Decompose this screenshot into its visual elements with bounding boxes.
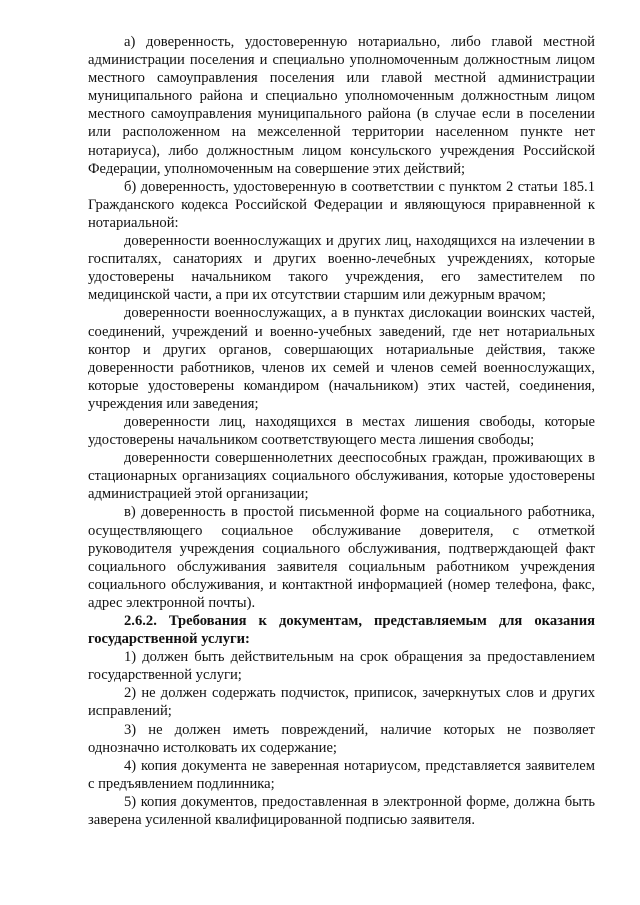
requirement-4: 4) копия документа не заверенная нотариусом, представляется заявителем с предъявлением подлинника;	[88, 757, 595, 792]
requirement-5: 5) копия документов, предоставленная в электронной форме, должна быть заверена усиленной квалифицированной подписью заявителя.	[88, 793, 595, 829]
requirement-3: 3) не должен иметь повреждений, наличие которых не позволяет однозначно истолковать их содержание;	[88, 721, 595, 756]
paragraph-b-item-1: доверенности военнослужащих и других лиц, находящихся на излечении в госпиталях, санаториях и других военно-лечебных учреждениях, которые удостоверены начальником такого учреждения, его заместителем по медицинской части, а при их отсутствии старшим или дежурным врачом;	[88, 233, 595, 304]
requirement-1: 1) должен быть действительным на срок обращения за предоставлением государственной услуги;	[88, 649, 595, 684]
paragraph-v: в) доверенность в простой письменной форме на социального работника, осуществляющего социальное обслуживание доверителя, с отметкой руководителя учреждения социального обслуживания, подтверждающей факт социального обслуживания заявителя социальным работником учреждения социального обслуживания, и контактной информацией (номер телефона, факс, адрес электронной почты).	[88, 504, 595, 611]
paragraph-b-item-4: доверенности совершеннолетних дееспособных граждан, проживающих в стационарных организациях социального обслуживания, которые удостоверены администрацией этой организации;	[88, 450, 595, 503]
paragraph-b-item-2: доверенности военнослужащих, а в пунктах дислокации воинских частей, соединений, учреждений и военно-учебных заведений, где нет нотариальных контор и других органов, совершающих нотариальные действия, также доверенности работников, членов их семей и членов семей военнослужащих, которые удостоверены командиром (начальником) этих частей, соединения, учреждения или заведения;	[88, 305, 595, 412]
document-page	[88, 33, 595, 829]
section-heading: 2.6.2. Требования к документам, представляемым для оказания государственной услуги:	[88, 613, 595, 648]
paragraph-b: б) доверенность, удостоверенную в соответствии с пунктом 2 статьи 185.1 Гражданского кодекса Российской Федерации и являющуюся приравненной к нотариальной:	[88, 178, 595, 231]
paragraph-a: а) доверенность, удостоверенную нотариально, либо главой местной администрации поселения и специально уполномоченным должностным лицом местного самоуправления поселения или главой местной администрации муниципального района и специально уполномоченным должностным лицом местного самоуправления муниципального района (в случае если в поселении или расположенном на межселенной территории населенном пункте нет нотариуса), либо должностным лицом консульского учреждения Российской Федерации, уполномоченным на совершение этих действий;	[88, 34, 595, 177]
paragraph-b-item-3: доверенности лиц, находящихся в местах лишения свободы, которые удостоверены начальником соответствующего места лишения свободы;	[88, 413, 595, 449]
requirement-2: 2) не должен содержать подчисток, приписок, зачеркнутых слов и других исправлений;	[88, 685, 595, 720]
